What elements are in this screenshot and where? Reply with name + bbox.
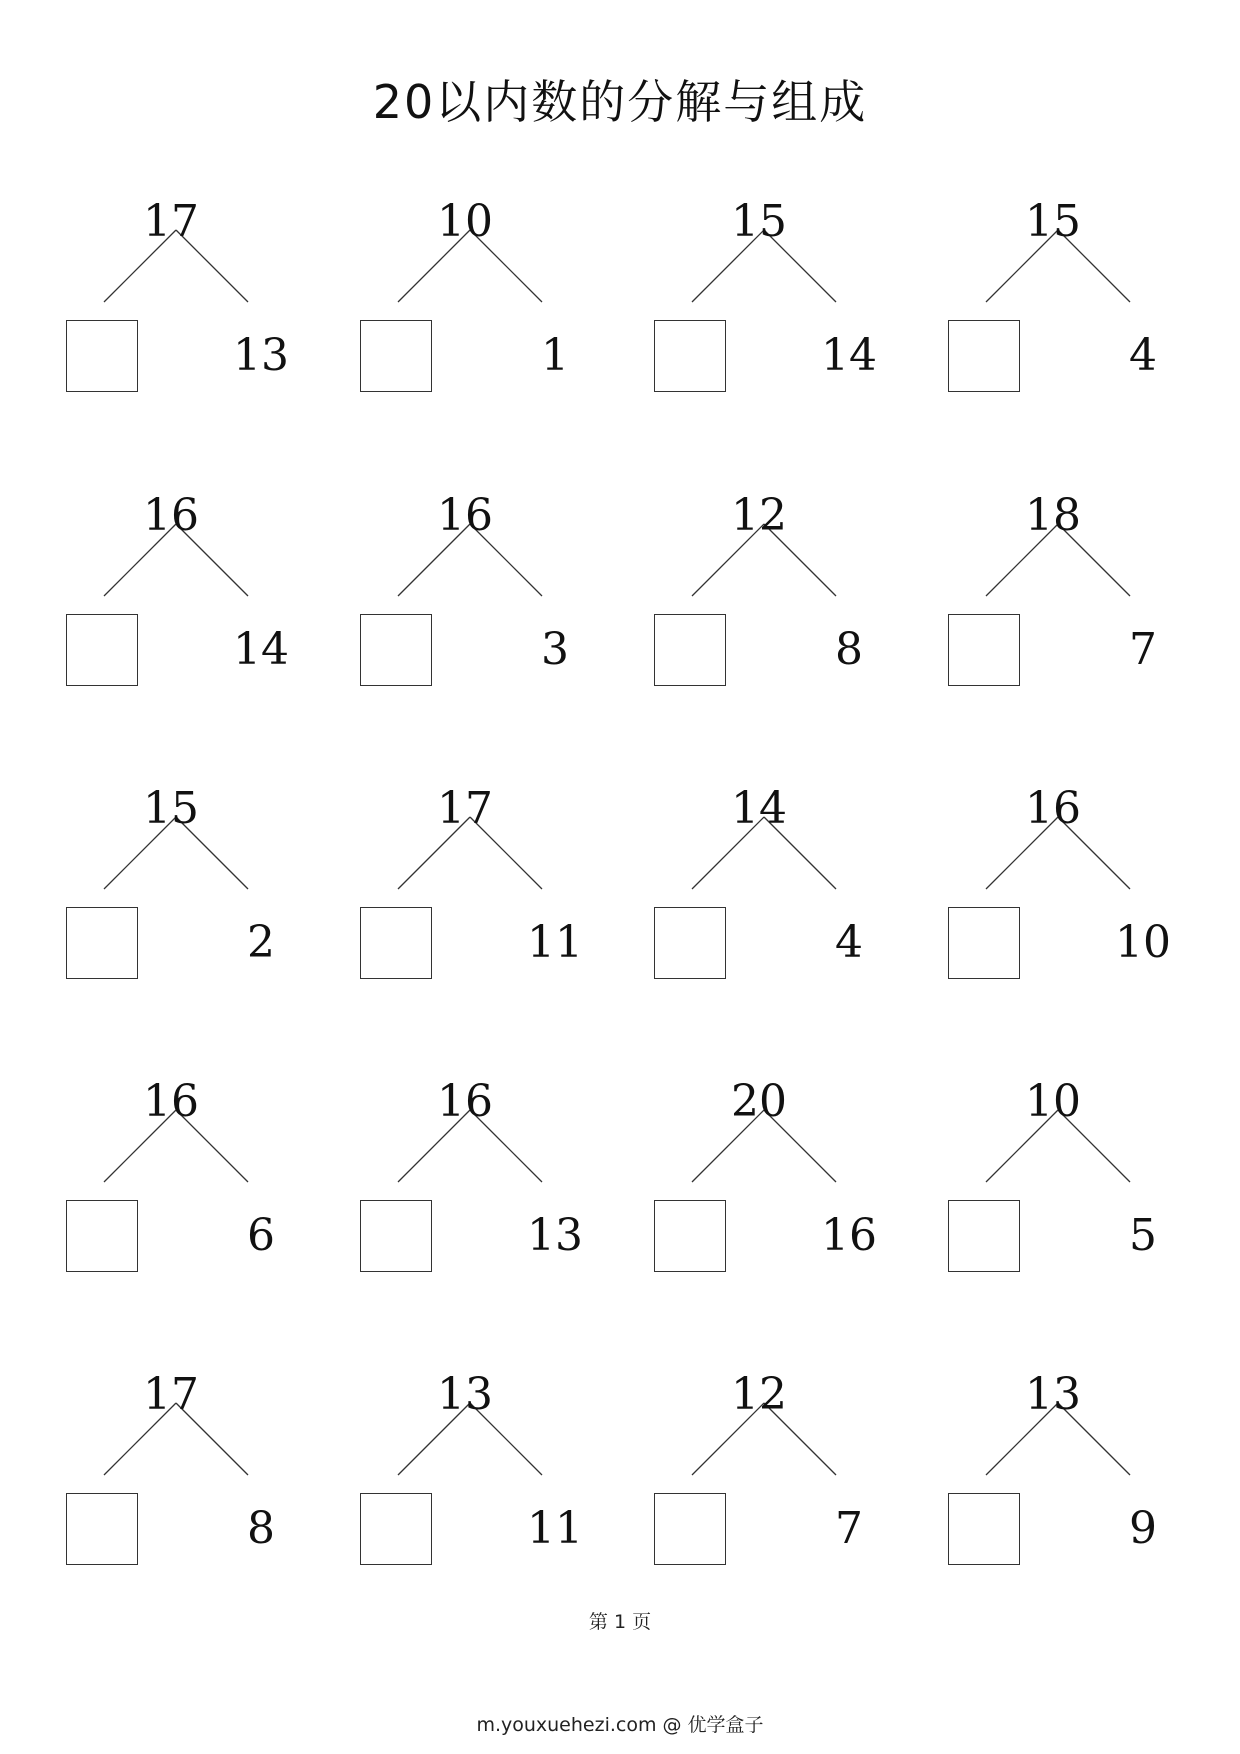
- total-number: 16: [143, 1076, 199, 1127]
- problem-20: [948, 1361, 1158, 1571]
- total-number: 18: [1025, 490, 1081, 541]
- problem-13: [66, 1068, 276, 1278]
- total-number: 15: [731, 196, 787, 247]
- total-number: 15: [1025, 196, 1081, 247]
- problem-10: [360, 775, 583, 985]
- page-title: 20以内数的分解与组成: [372, 75, 868, 129]
- answer-box[interactable]: [948, 320, 1020, 392]
- total-number: 17: [143, 1369, 199, 1420]
- total-number: 16: [437, 1076, 493, 1127]
- answer-box[interactable]: [654, 614, 726, 686]
- known-part-number: 8: [835, 624, 863, 675]
- known-part-number: 9: [1129, 1503, 1157, 1554]
- problem-12: [948, 775, 1171, 985]
- problem-18: [360, 1361, 583, 1571]
- known-part-number: 1: [541, 330, 569, 381]
- problem-16: [948, 1068, 1158, 1278]
- total-number: 10: [437, 196, 493, 247]
- footer-source: m.youxuehezi.com @ 优学盒子: [476, 1714, 764, 1736]
- known-part-number: 2: [247, 917, 275, 968]
- problem-11: [654, 775, 864, 985]
- answer-box[interactable]: [66, 1200, 138, 1272]
- known-part-number: 6: [247, 1210, 275, 1261]
- problem-17: [66, 1361, 276, 1571]
- known-part-number: 13: [527, 1210, 583, 1261]
- total-number: 16: [143, 490, 199, 541]
- known-part-number: 13: [233, 330, 289, 381]
- total-number: 14: [731, 783, 787, 834]
- total-number: 13: [437, 1369, 493, 1420]
- answer-box[interactable]: [66, 907, 138, 979]
- total-number: 17: [437, 783, 493, 834]
- known-part-number: 4: [1129, 330, 1157, 381]
- known-part-number: 4: [835, 917, 863, 968]
- known-part-number: 11: [527, 1503, 583, 1554]
- answer-box[interactable]: [948, 614, 1020, 686]
- total-number: 16: [1025, 783, 1081, 834]
- total-number: 16: [437, 490, 493, 541]
- answer-box[interactable]: [654, 1200, 726, 1272]
- known-part-number: 7: [835, 1503, 863, 1554]
- problem-1: [66, 188, 289, 398]
- problem-6: [360, 482, 570, 692]
- problem-9: [66, 775, 276, 985]
- known-part-number: 3: [541, 624, 569, 675]
- total-number: 17: [143, 196, 199, 247]
- known-part-number: 14: [821, 330, 877, 381]
- known-part-number: 14: [233, 624, 289, 675]
- page-number: 第 1 页: [588, 1611, 652, 1633]
- answer-box[interactable]: [654, 907, 726, 979]
- total-number: 20: [731, 1076, 787, 1127]
- answer-box[interactable]: [360, 1493, 432, 1565]
- answer-box[interactable]: [66, 1493, 138, 1565]
- total-number: 12: [731, 490, 787, 541]
- problem-2: [360, 188, 570, 398]
- known-part-number: 11: [527, 917, 583, 968]
- problem-19: [654, 1361, 864, 1571]
- answer-box[interactable]: [66, 320, 138, 392]
- problem-3: [654, 188, 877, 398]
- problem-15: [654, 1068, 877, 1278]
- answer-box[interactable]: [360, 907, 432, 979]
- problem-7: [654, 482, 864, 692]
- problem-14: [360, 1068, 583, 1278]
- problem-8: [948, 482, 1158, 692]
- known-part-number: 5: [1129, 1210, 1157, 1261]
- total-number: 13: [1025, 1369, 1081, 1420]
- answer-box[interactable]: [66, 614, 138, 686]
- answer-box[interactable]: [948, 907, 1020, 979]
- answer-box[interactable]: [360, 614, 432, 686]
- problem-5: [66, 482, 289, 692]
- answer-box[interactable]: [360, 320, 432, 392]
- known-part-number: 7: [1129, 624, 1157, 675]
- total-number: 15: [143, 783, 199, 834]
- known-part-number: 16: [821, 1210, 877, 1261]
- answer-box[interactable]: [360, 1200, 432, 1272]
- answer-box[interactable]: [654, 320, 726, 392]
- known-part-number: 10: [1115, 917, 1171, 968]
- total-number: 10: [1025, 1076, 1081, 1127]
- answer-box[interactable]: [948, 1493, 1020, 1565]
- known-part-number: 8: [247, 1503, 275, 1554]
- total-number: 12: [731, 1369, 787, 1420]
- answer-box[interactable]: [654, 1493, 726, 1565]
- answer-box[interactable]: [948, 1200, 1020, 1272]
- problem-4: [948, 188, 1158, 398]
